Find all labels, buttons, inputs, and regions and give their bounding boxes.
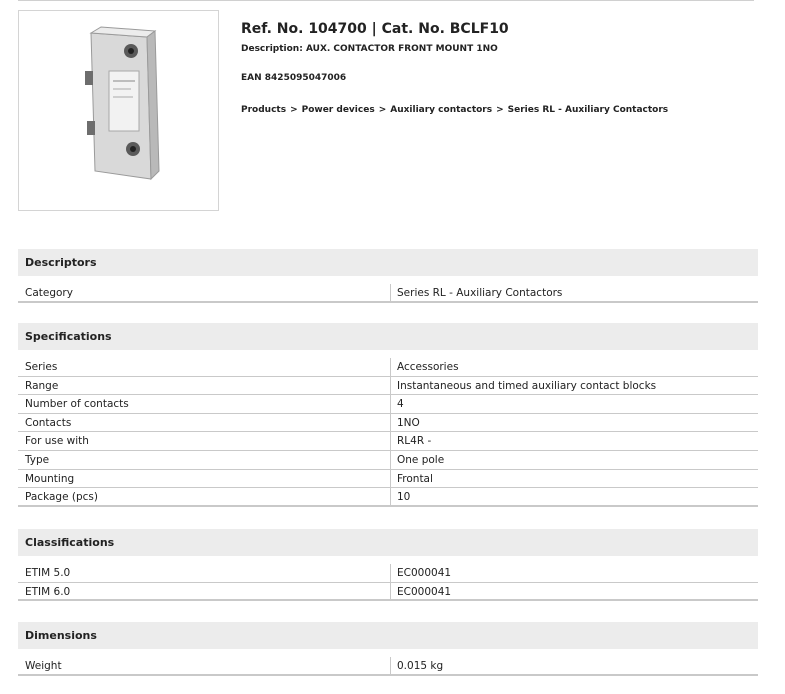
table-row xyxy=(18,358,758,377)
row-value: Instantaneous and timed auxiliary contact blocks xyxy=(397,379,657,392)
spec-table xyxy=(18,284,758,303)
spec-table xyxy=(18,564,758,601)
row-label: Category xyxy=(18,284,391,301)
row-value: Series RL - Auxiliary Contactors xyxy=(397,287,563,299)
specifications-section xyxy=(18,323,758,507)
section-heading: Specifications xyxy=(18,323,758,350)
top-divider xyxy=(18,0,754,1)
row-value: 4 xyxy=(397,398,404,411)
page-title: Ref. No. 104700 | Cat. No. BCLF10 xyxy=(241,21,509,37)
row-value: Frontal xyxy=(397,472,433,485)
table-row xyxy=(18,470,758,489)
table-row xyxy=(18,395,758,414)
row-value: EC000041 xyxy=(397,567,452,579)
breadcrumb-series-rl[interactable]: Series RL - Auxiliary Contactors xyxy=(507,105,669,115)
breadcrumb-separator: > xyxy=(378,105,387,115)
breadcrumb-separator: > xyxy=(290,105,298,115)
table-row xyxy=(18,488,758,507)
row-value: 1NO xyxy=(397,416,420,429)
breadcrumb-power-devices[interactable]: Power devices xyxy=(301,105,375,115)
table-row xyxy=(18,284,758,303)
table-row xyxy=(18,564,758,583)
row-label: Type xyxy=(18,451,391,469)
table-row xyxy=(18,432,758,451)
row-label: Weight xyxy=(18,657,391,674)
row-value: RL4R - xyxy=(397,435,432,448)
product-description: Description: AUX. CONTACTOR FRONT MOUNT 1NO xyxy=(241,44,498,54)
row-label: Package (pcs) xyxy=(18,488,391,505)
row-label: ETIM 5.0 xyxy=(18,564,391,582)
ean-code: EAN 8425095047006 xyxy=(241,73,347,83)
row-label: For use with xyxy=(18,432,391,450)
breadcrumb-separator: > xyxy=(496,105,504,115)
row-label: Number of contacts xyxy=(18,395,391,413)
breadcrumb-products[interactable]: Products xyxy=(241,105,287,115)
product-header xyxy=(241,20,668,116)
breadcrumb xyxy=(241,105,668,116)
table-row xyxy=(18,657,758,676)
table-row xyxy=(18,377,758,396)
section-heading: Descriptors xyxy=(18,249,758,276)
row-value: EC000041 xyxy=(397,585,452,598)
dimensions-section xyxy=(18,622,758,676)
section-heading: Classifications xyxy=(18,529,758,556)
section-heading: Dimensions xyxy=(18,622,758,649)
row-label: ETIM 6.0 xyxy=(18,583,391,600)
row-value: 10 xyxy=(397,491,411,504)
product-image xyxy=(18,10,219,211)
classifications-section xyxy=(18,529,758,601)
row-label: Series xyxy=(18,358,391,376)
table-row xyxy=(18,583,758,602)
table-row xyxy=(18,451,758,470)
row-value: One pole xyxy=(397,453,445,466)
spec-table xyxy=(18,657,758,676)
row-value: Accessories xyxy=(397,361,459,373)
contact-block-illustration xyxy=(19,11,218,210)
spec-table xyxy=(18,358,758,507)
row-label: Mounting xyxy=(18,470,391,488)
row-label: Range xyxy=(18,377,391,395)
descriptors-section xyxy=(18,249,758,303)
row-label: Contacts xyxy=(18,414,391,432)
breadcrumb-auxiliary-contactors[interactable]: Auxiliary contactors xyxy=(390,105,493,115)
row-value: 0.015 kg xyxy=(397,660,444,672)
table-row xyxy=(18,414,758,433)
